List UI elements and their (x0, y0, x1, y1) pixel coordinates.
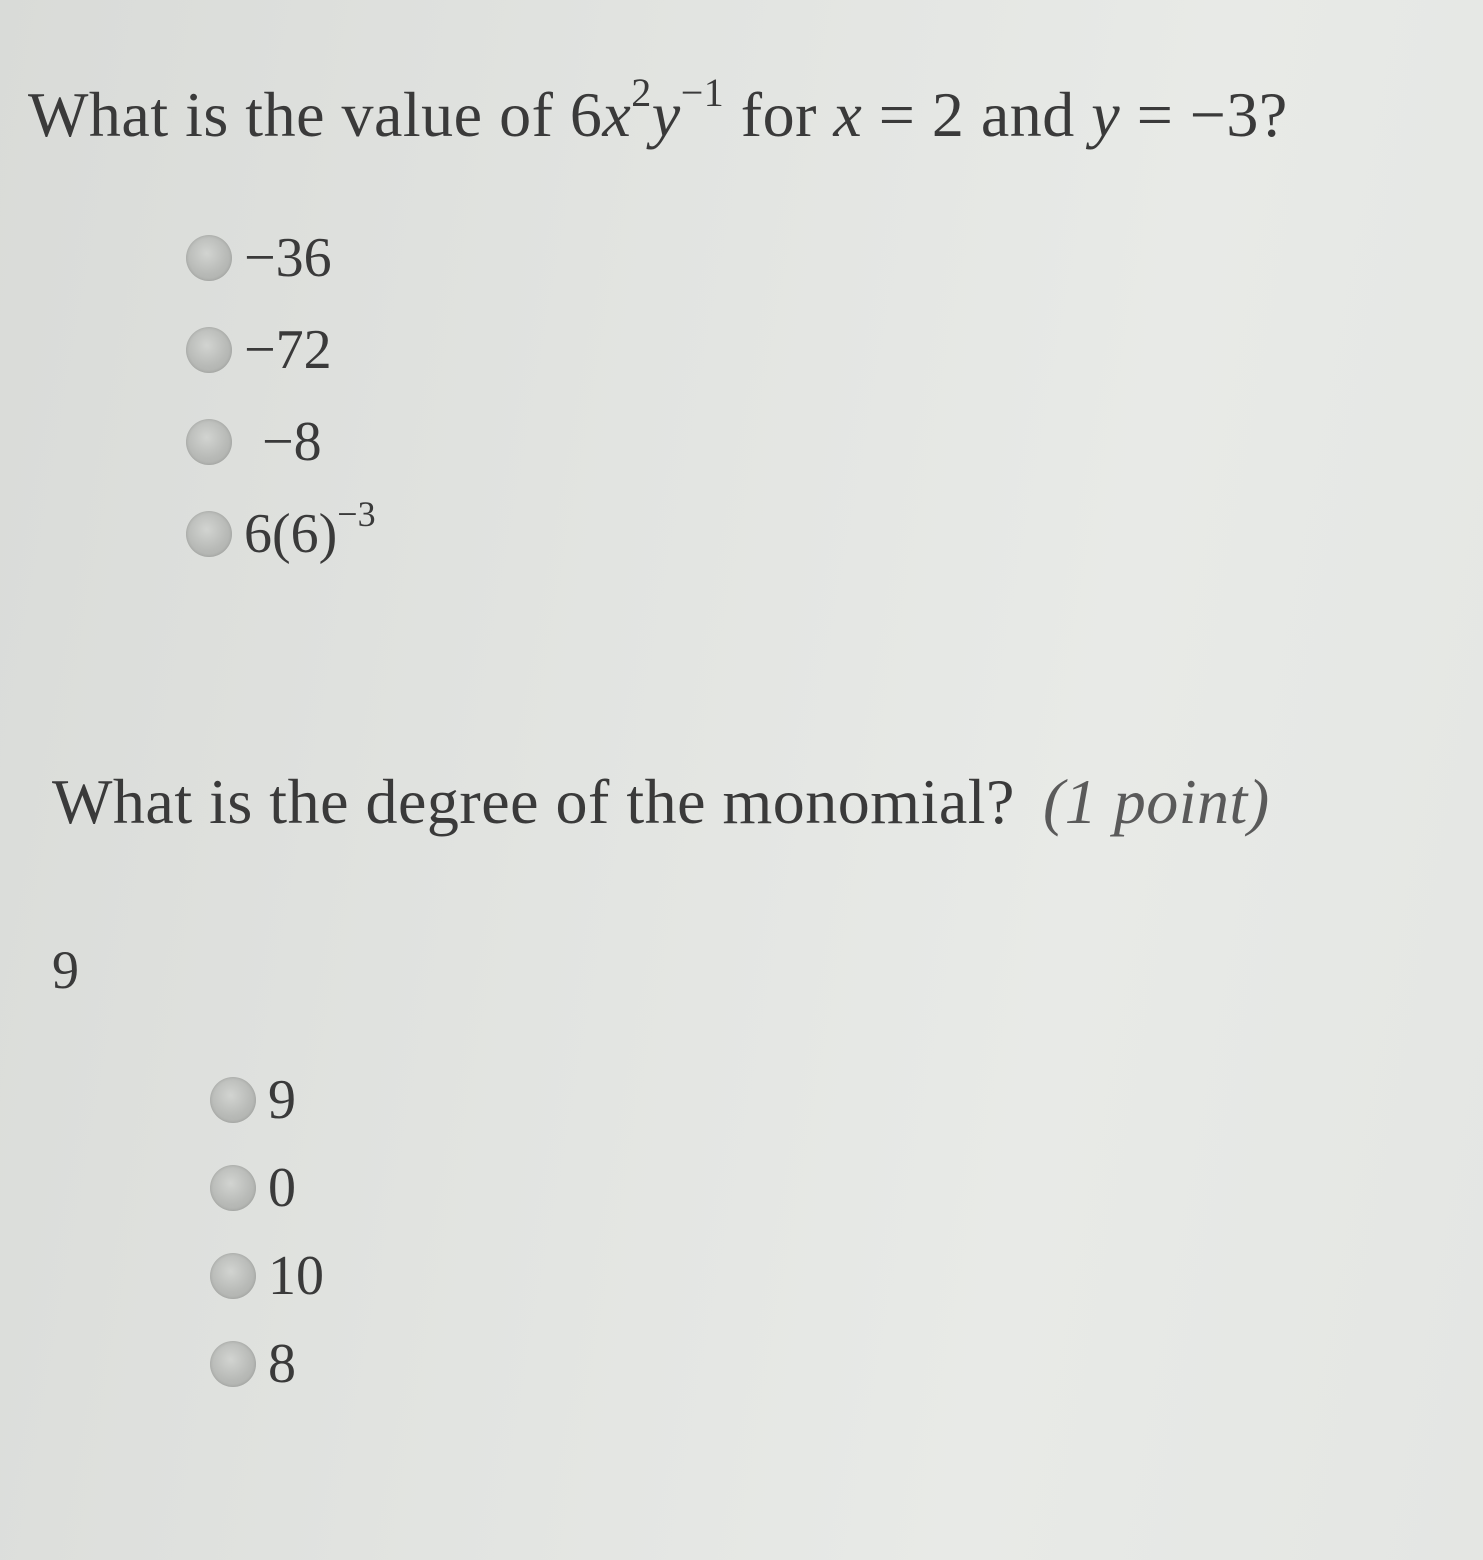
question-1-middle2: = 2 and (862, 79, 1092, 150)
radio-button[interactable] (210, 1077, 256, 1123)
question-1-var-x2: x (833, 79, 863, 150)
question-2-option[interactable] (210, 1144, 324, 1232)
question-1-option[interactable] (186, 304, 376, 396)
radio-button[interactable] (186, 511, 232, 557)
option-base: 6(6) (244, 503, 338, 565)
question-2-points: (1 point) (1042, 766, 1270, 837)
question-2-options (210, 1056, 324, 1408)
option-exponent: −3 (337, 494, 376, 535)
question-1-exp-y: −1 (680, 69, 725, 115)
question-1-option[interactable] (186, 396, 376, 488)
question-2-option[interactable] (210, 1320, 324, 1408)
radio-button[interactable] (186, 419, 232, 465)
option-label: −72 (244, 319, 332, 381)
radio-button[interactable] (186, 235, 232, 281)
question-1-suffix: = −3? (1120, 79, 1288, 150)
question-2-title: What is the degree of the monomial? (52, 766, 1015, 837)
option-label: 10 (268, 1245, 324, 1307)
question-2-prompt (52, 752, 1270, 852)
question-1-var-y: y (651, 79, 681, 150)
question-2-option[interactable] (210, 1056, 324, 1144)
radio-button[interactable] (210, 1341, 256, 1387)
radio-button[interactable] (186, 327, 232, 373)
question-1-prefix: What is the value of 6 (28, 79, 603, 150)
question-1-exp-x: 2 (631, 69, 652, 115)
question-1-var-y2: y (1091, 79, 1121, 150)
question-1-prompt (28, 60, 1288, 170)
option-label: 9 (268, 1069, 296, 1131)
question-1-options (186, 212, 376, 580)
monomial-expression: 9 (52, 940, 79, 1000)
option-label: 0 (268, 1157, 296, 1219)
option-label: −8 (262, 411, 322, 473)
question-1-var-x: x (602, 79, 632, 150)
option-label (244, 494, 376, 566)
question-2-option[interactable] (210, 1232, 324, 1320)
radio-button[interactable] (210, 1253, 256, 1299)
question-1-option[interactable] (186, 488, 376, 580)
question-1-middle1: for (724, 79, 834, 150)
option-label: −36 (244, 227, 332, 289)
question-1-option[interactable] (186, 212, 376, 304)
option-label: 8 (268, 1333, 296, 1395)
radio-button[interactable] (210, 1165, 256, 1211)
